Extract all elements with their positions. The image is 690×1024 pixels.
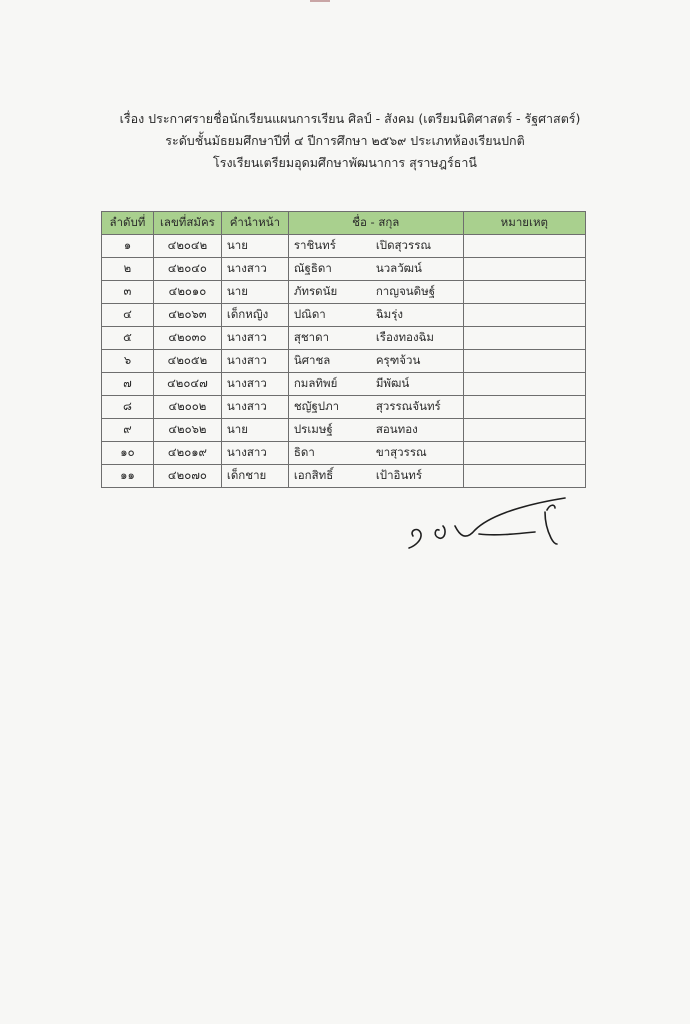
cell-order: ๖ <box>102 350 154 373</box>
last-name: สอนทอง <box>375 422 418 436</box>
header-grade-year: ระดับชั้นมัธยมศึกษาปีที่ ๔ ปีการศึกษา ๒๕๖๙ ประเภทห้องเรียนปกติ <box>165 133 525 148</box>
cell-application-no: ๔๒๐๔๗ <box>153 373 221 396</box>
cell-name <box>288 442 463 465</box>
first-name: ธิดา <box>293 445 315 459</box>
cell-application-no: ๔๒๐๓๐ <box>153 327 221 350</box>
table-row <box>102 235 586 258</box>
col-header-order: ลำดับที่ <box>102 212 154 235</box>
cell-title: นาย <box>221 235 288 258</box>
cell-order: ๒ <box>102 258 154 281</box>
cell-name <box>288 235 463 258</box>
table-row <box>102 419 586 442</box>
cell-application-no: ๔๒๐๕๒ <box>153 350 221 373</box>
last-name: เรืองทองฉิม <box>375 330 434 344</box>
cell-order: ๙ <box>102 419 154 442</box>
cell-title: เด็กหญิง <box>221 304 288 327</box>
table-row <box>102 281 586 304</box>
table-row <box>102 258 586 281</box>
cell-application-no: ๔๒๐๑๐ <box>153 281 221 304</box>
cell-application-no: ๔๒๐๖๓ <box>153 304 221 327</box>
cell-order: ๘ <box>102 396 154 419</box>
cell-order: ๑ <box>102 235 154 258</box>
table-row <box>102 327 586 350</box>
cell-title: เด็กชาย <box>221 465 288 488</box>
cell-remark <box>463 373 585 396</box>
cell-application-no: ๔๒๐๗๐ <box>153 465 221 488</box>
cell-order: ๗ <box>102 373 154 396</box>
cell-order: ๔ <box>102 304 154 327</box>
table-row <box>102 373 586 396</box>
table-row <box>102 350 586 373</box>
table-row <box>102 442 586 465</box>
cell-application-no: ๔๒๐๔๐ <box>153 258 221 281</box>
first-name: สุชาดา <box>293 330 330 344</box>
col-header-remark: หมายเหตุ <box>463 212 585 235</box>
last-name: นวลวัฒน์ <box>375 261 422 275</box>
last-name: กาญจนดิษฐ์ <box>375 284 436 298</box>
cell-remark <box>463 465 585 488</box>
cell-application-no: ๔๒๐๖๒ <box>153 419 221 442</box>
cell-title: นางสาว <box>221 327 288 350</box>
header-school: โรงเรียนเตรียมอุดมศึกษาพัฒนาการ สุราษฎร์ธานี <box>213 155 477 170</box>
table-row <box>102 304 586 327</box>
col-header-name: ชื่อ - สกุล <box>288 212 463 235</box>
cell-remark <box>463 396 585 419</box>
last-name: เป้าอินทร์ <box>375 468 423 482</box>
col-header-application-no: เลขที่สมัคร <box>153 212 221 235</box>
cell-order: ๑๐ <box>102 442 154 465</box>
cell-title: นางสาว <box>221 258 288 281</box>
cell-remark <box>463 258 585 281</box>
handwritten-signature <box>395 490 575 560</box>
cell-title: นาย <box>221 281 288 304</box>
cell-remark <box>463 442 585 465</box>
first-name: ชญัฐปภา <box>293 399 340 413</box>
cell-title: นางสาว <box>221 373 288 396</box>
first-name: เอกสิทธิ์ <box>293 468 334 482</box>
cell-application-no: ๔๒๐๔๒ <box>153 235 221 258</box>
cell-title: นางสาว <box>221 350 288 373</box>
last-name: ครุฑจ้วน <box>375 353 421 367</box>
cell-name <box>288 258 463 281</box>
cell-name <box>288 373 463 396</box>
first-name: ณัฐธิดา <box>293 261 332 275</box>
student-list-table <box>101 211 586 488</box>
last-name: ฉิมรุ่ง <box>375 307 404 321</box>
first-name: กมลทิพย์ <box>293 376 338 390</box>
table-row <box>102 465 586 488</box>
cell-remark <box>463 281 585 304</box>
last-name: เปิดสุวรรณ <box>375 238 432 252</box>
last-name: สุวรรณจันทร์ <box>375 399 441 413</box>
table-header-row <box>102 212 586 235</box>
table-row <box>102 396 586 419</box>
first-name: ภัทรดนัย <box>293 284 338 298</box>
cell-application-no: ๔๒๐๑๙ <box>153 442 221 465</box>
cell-name <box>288 327 463 350</box>
table-body <box>102 235 586 488</box>
cell-remark <box>463 304 585 327</box>
first-name: ปรเมษฐ์ <box>293 422 333 436</box>
cell-remark <box>463 327 585 350</box>
cell-remark <box>463 419 585 442</box>
col-header-title: คำนำหน้า <box>221 212 288 235</box>
last-name: มีพัฒน์ <box>375 376 410 390</box>
cell-name <box>288 350 463 373</box>
cell-remark <box>463 350 585 373</box>
cell-name <box>288 281 463 304</box>
header-subject: เรื่อง ประกาศรายชื่อนักเรียนแผนการเรียน ศิลป์ - สังคม (เตรียมนิติศาสตร์ - รัฐศาสตร์) <box>119 111 581 126</box>
cell-application-no: ๔๒๐๐๒ <box>153 396 221 419</box>
cell-name <box>288 419 463 442</box>
cell-name <box>288 465 463 488</box>
cell-order: ๑๑ <box>102 465 154 488</box>
cell-name <box>288 304 463 327</box>
cell-name <box>288 396 463 419</box>
first-name: ปณิดา <box>293 307 326 321</box>
last-name: ขาสุวรรณ <box>375 445 427 459</box>
cell-order: ๕ <box>102 327 154 350</box>
cell-title: นางสาว <box>221 442 288 465</box>
cell-order: ๓ <box>102 281 154 304</box>
top-edge-mark <box>310 0 330 2</box>
first-name: นิศาชล <box>293 353 331 367</box>
first-name: ราชินทร์ <box>293 238 336 252</box>
cell-title: นาย <box>221 419 288 442</box>
cell-remark <box>463 235 585 258</box>
announcement-header <box>0 108 690 174</box>
cell-title: นางสาว <box>221 396 288 419</box>
